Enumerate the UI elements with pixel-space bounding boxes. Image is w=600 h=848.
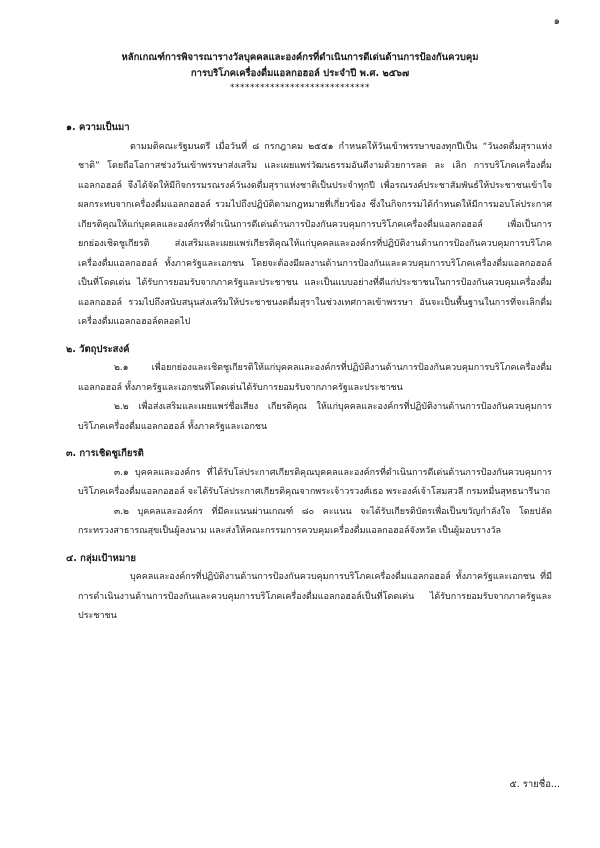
title-line-2: การบริโภคเครื่องดื่มแอลกอฮอล์ ประจำปี พ.ศ. ๒๕๖๗ xyxy=(190,68,410,79)
section-background xyxy=(66,118,552,333)
section-honors xyxy=(66,444,552,542)
document-header xyxy=(0,50,600,95)
continuation-note: ๕. รายชื่อ... xyxy=(509,779,560,790)
section-target-group xyxy=(66,549,552,627)
section-paragraph: ๓.๑ บุคคลและองค์กร ที่ได้รับโล่ประกาศเกียรติคุณบุคคลและองค์กรที่ดำเนินการดีเด่นด้านการป้องกันควบคุมการบริโภคเครื่องดื่มแอลกอฮอล์ จะได้รับโล่ประกาศเกียรติคุณจากพระเจ้าวรวงศ์เธอ พระองค์เจ้าโสมสวลี กรมหมื่นสุทธนารีนาถ xyxy=(78,467,552,497)
document-body xyxy=(66,118,552,634)
section-paragraph: ตามมติคณะรัฐมนตรี เมื่อวันที่ ๘ กรกฎาคม ๒๕๕๑ กำหนดให้วันเข้าพรรษาของทุกปีเป็น “วันงดดื่มสุราแห่งชาติ” โดยถือโอกาสช่วงวันเข้าพรรษาส่งเสริม และเผยแพร่วัฒนธรรมอันดีงามด้วยการลด ละ เลิก การบริโภคเครื่องดื่มแอลกอฮอล์ จึงได้จัดให้มีกิจกรรมรณรงค์วันงดดื่มสุราแห่งชาติเป็นประจำทุกปี เพื่อรณรงค์ประชาสัมพันธ์ให้ประชาชนเข้าใจผลกระทบจากเครื่องดื่มแอลกอฮอล์ รวมไปถึงปฏิบัติตามกฎหมายที่เกี่ยวข้อง ซึ่งในกิจกรรมได้กำหนดให้มีการมอบโล่ประกาศเกียรติคุณให้แก่บุคคลและองค์กรที่ดำเนินการดีเด่นด้านการป้องกันควบคุมการบริโภคเครื่องดื่มแอลกอฮอล์ เพื่อเป็นการยกย่องเชิดชูเกียรติ ส่งเสริมและเผยแพร่เกียรติคุณให้แก่บุคคลและองค์กรที่ปฏิบัติงานด้านการป้องกันควบคุมการบริโภคเครื่องดื่มแอลกอฮอล์ ทั้งภาครัฐและเอกชน โดยจะต้องมีผลงานด้านการป้องกันและควบคุมการบริโภคเครื่องดื่มแอลกอฮอล์เป็นที่โดดเด่น ได้รับการยอมรับจากภาครัฐและประชาชน และเป็นแบบอย่างที่ดีแก่ประชาชนในการป้องกันควบคุมเครื่องดื่มแอลกอฮอล์ รวมไปถึงสนับสนุนส่งเสริมให้ประชาชนงดดื่มสุราในช่วงเทศกาลเข้าพรรษา อันจะเป็นพื้นฐานในการที่จะเลิกดื่มเครื่องดื่มแอลกอฮอล์ตลอดไป xyxy=(78,141,552,327)
section-paragraph: ๒.๒ เพื่อส่งเสริมและเผยแพร่ชื่อเสียง เกียรติคุณ ให้แก่บุคคลและองค์กรที่ปฏิบัติงานด้านการป้องกันควบคุมการบริโภคเครื่องดื่มแอลกอฮอล์ ทั้งภาครัฐและเอกชน xyxy=(78,402,552,432)
section-paragraph: ๒.๑ เพื่อยกย่องและเชิดชูเกียรติให้แก่บุคคลและองค์กรที่ปฏิบัติงานด้านการป้องกันควบคุมการบริโภคเครื่องดื่มแอลกอฮอล์ ทั้งภาครัฐและเอกชนที่โดดเด่นได้รับการยอมรับจากภาครัฐและประชาชน xyxy=(78,363,552,393)
section-objectives xyxy=(66,340,552,438)
title-line-1: หลักเกณฑ์การพิจารณารางวัลบุคคลและองค์กรที่ดำเนินการดีเด่นด้านการป้องกันควบคุม xyxy=(121,52,479,63)
title-separator: **************************** xyxy=(230,83,370,93)
section-paragraph: ๓.๒ บุคคลและองค์กร ที่มีคะแนนผ่านเกณฑ์ ๘๐ คะแนน จะได้รับเกียรติบัตรเพื่อเป็นขวัญกำลังใจ โดยปลัดกระทรวงสาธารณสุขเป็นผู้ลงนาม และส่งให้คณะกรรมการควบคุมเครื่องดื่มแอลกอฮอล์จังหวัด เป็นผู้มอบรางวัล xyxy=(78,506,552,536)
section-heading: ๑. ความเป็นมา xyxy=(66,122,130,133)
section-heading: ๓. การเชิดชูเกียรติ xyxy=(66,448,144,459)
section-paragraph: บุคคลและองค์กรที่ปฏิบัติงานด้านการป้องกันควบคุมการบริโภคเครื่องดื่มแอลกอฮอล์ ทั้งภาครัฐและเอกชน ที่มีการดำเนินงานด้านการป้องกันและควบคุมการบริโภคเครื่องดื่มแอลกอฮอล์เป็นที่โดดเด่น ได้รับการยอมรับจากภาครัฐและประชาชน xyxy=(78,572,552,621)
page-number: ๑ xyxy=(553,16,560,27)
section-heading: ๔. กลุ่มเป้าหมาย xyxy=(66,552,136,564)
section-heading: ๒. วัตถุประสงค์ xyxy=(66,343,130,355)
